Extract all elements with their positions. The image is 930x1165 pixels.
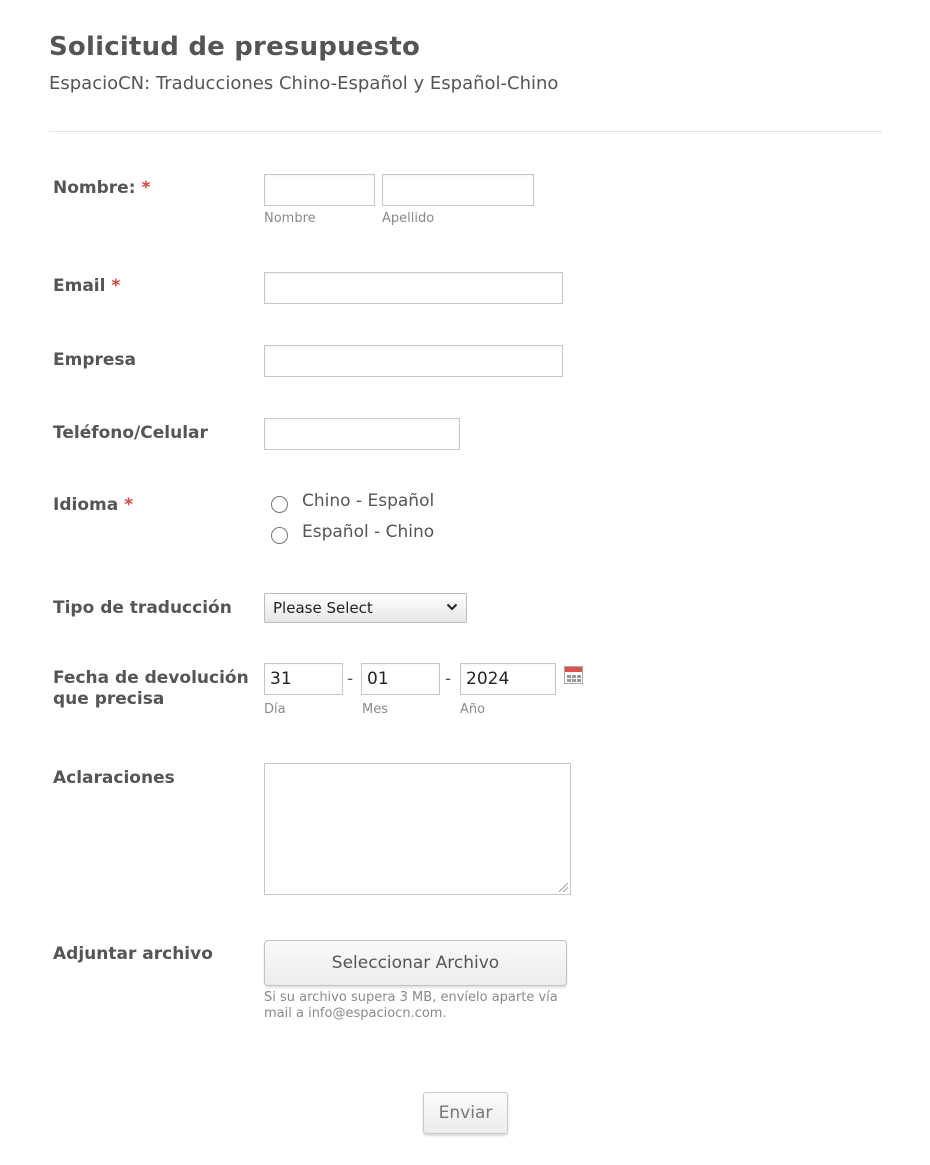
year-sublabel: Año bbox=[460, 702, 486, 717]
idioma-label bbox=[53, 495, 133, 516]
nombre-label-text: Nombre: bbox=[53, 178, 136, 198]
required-marker: * bbox=[141, 178, 151, 198]
day-sublabel: Día bbox=[264, 702, 286, 717]
idioma-label-text: Idioma bbox=[53, 495, 119, 515]
aclaraciones-textarea[interactable] bbox=[264, 763, 571, 895]
select-file-button[interactable]: Seleccionar Archivo bbox=[264, 940, 567, 986]
year-input[interactable]: 2024 bbox=[460, 663, 556, 695]
adjuntar-label: Adjuntar archivo bbox=[53, 944, 213, 964]
day-input[interactable]: 31 bbox=[264, 663, 343, 695]
date-separator: - bbox=[347, 669, 354, 689]
tipo-select[interactable] bbox=[264, 593, 467, 623]
form-title: Solicitud de presupuesto bbox=[49, 32, 421, 62]
required-marker: * bbox=[124, 495, 133, 515]
telefono-label: Teléfono/Celular bbox=[53, 423, 208, 443]
month-sublabel: Mes bbox=[362, 702, 388, 717]
resize-grip-icon[interactable] bbox=[559, 883, 568, 892]
first-name-sublabel: Nombre bbox=[264, 211, 316, 226]
first-name-input[interactable] bbox=[264, 174, 375, 206]
file-size-note: Si su archivo supera 3 MB, envíelo aparte vía mail a info@espaciocn.com. bbox=[264, 990, 558, 1021]
chevron-down-icon bbox=[446, 600, 458, 618]
aclaraciones-label: Aclaraciones bbox=[53, 768, 175, 788]
month-input[interactable]: 01 bbox=[361, 663, 440, 695]
telefono-input[interactable] bbox=[264, 418, 460, 450]
empresa-input[interactable] bbox=[264, 345, 563, 377]
date-separator: - bbox=[445, 669, 452, 689]
last-name-input[interactable] bbox=[382, 174, 534, 206]
empresa-label: Empresa bbox=[53, 350, 136, 370]
email-label-text: Email bbox=[53, 276, 106, 296]
calendar-icon[interactable] bbox=[564, 666, 583, 684]
last-name-sublabel: Apellido bbox=[382, 211, 435, 226]
fecha-label-line2: que precisa bbox=[53, 689, 165, 709]
email-label bbox=[53, 276, 120, 297]
submit-button[interactable]: Enviar bbox=[423, 1092, 508, 1134]
email-input[interactable] bbox=[264, 272, 563, 304]
radio-chino-espanol[interactable] bbox=[271, 496, 288, 513]
tipo-select-value: Please Select bbox=[273, 599, 373, 617]
radio-chino-espanol-label[interactable]: Chino - Español bbox=[302, 491, 435, 511]
tipo-label: Tipo de traducción bbox=[53, 598, 232, 618]
radio-espanol-chino[interactable] bbox=[271, 527, 288, 544]
fecha-label bbox=[53, 668, 249, 710]
header-divider bbox=[49, 131, 882, 132]
nombre-label bbox=[53, 178, 150, 199]
required-marker: * bbox=[111, 276, 121, 296]
radio-espanol-chino-label[interactable]: Español - Chino bbox=[302, 522, 435, 542]
form-subtitle: EspacioCN: Traducciones Chino-Español y Español-Chino bbox=[49, 73, 559, 94]
fecha-label-line1: Fecha de devolución bbox=[53, 668, 249, 688]
